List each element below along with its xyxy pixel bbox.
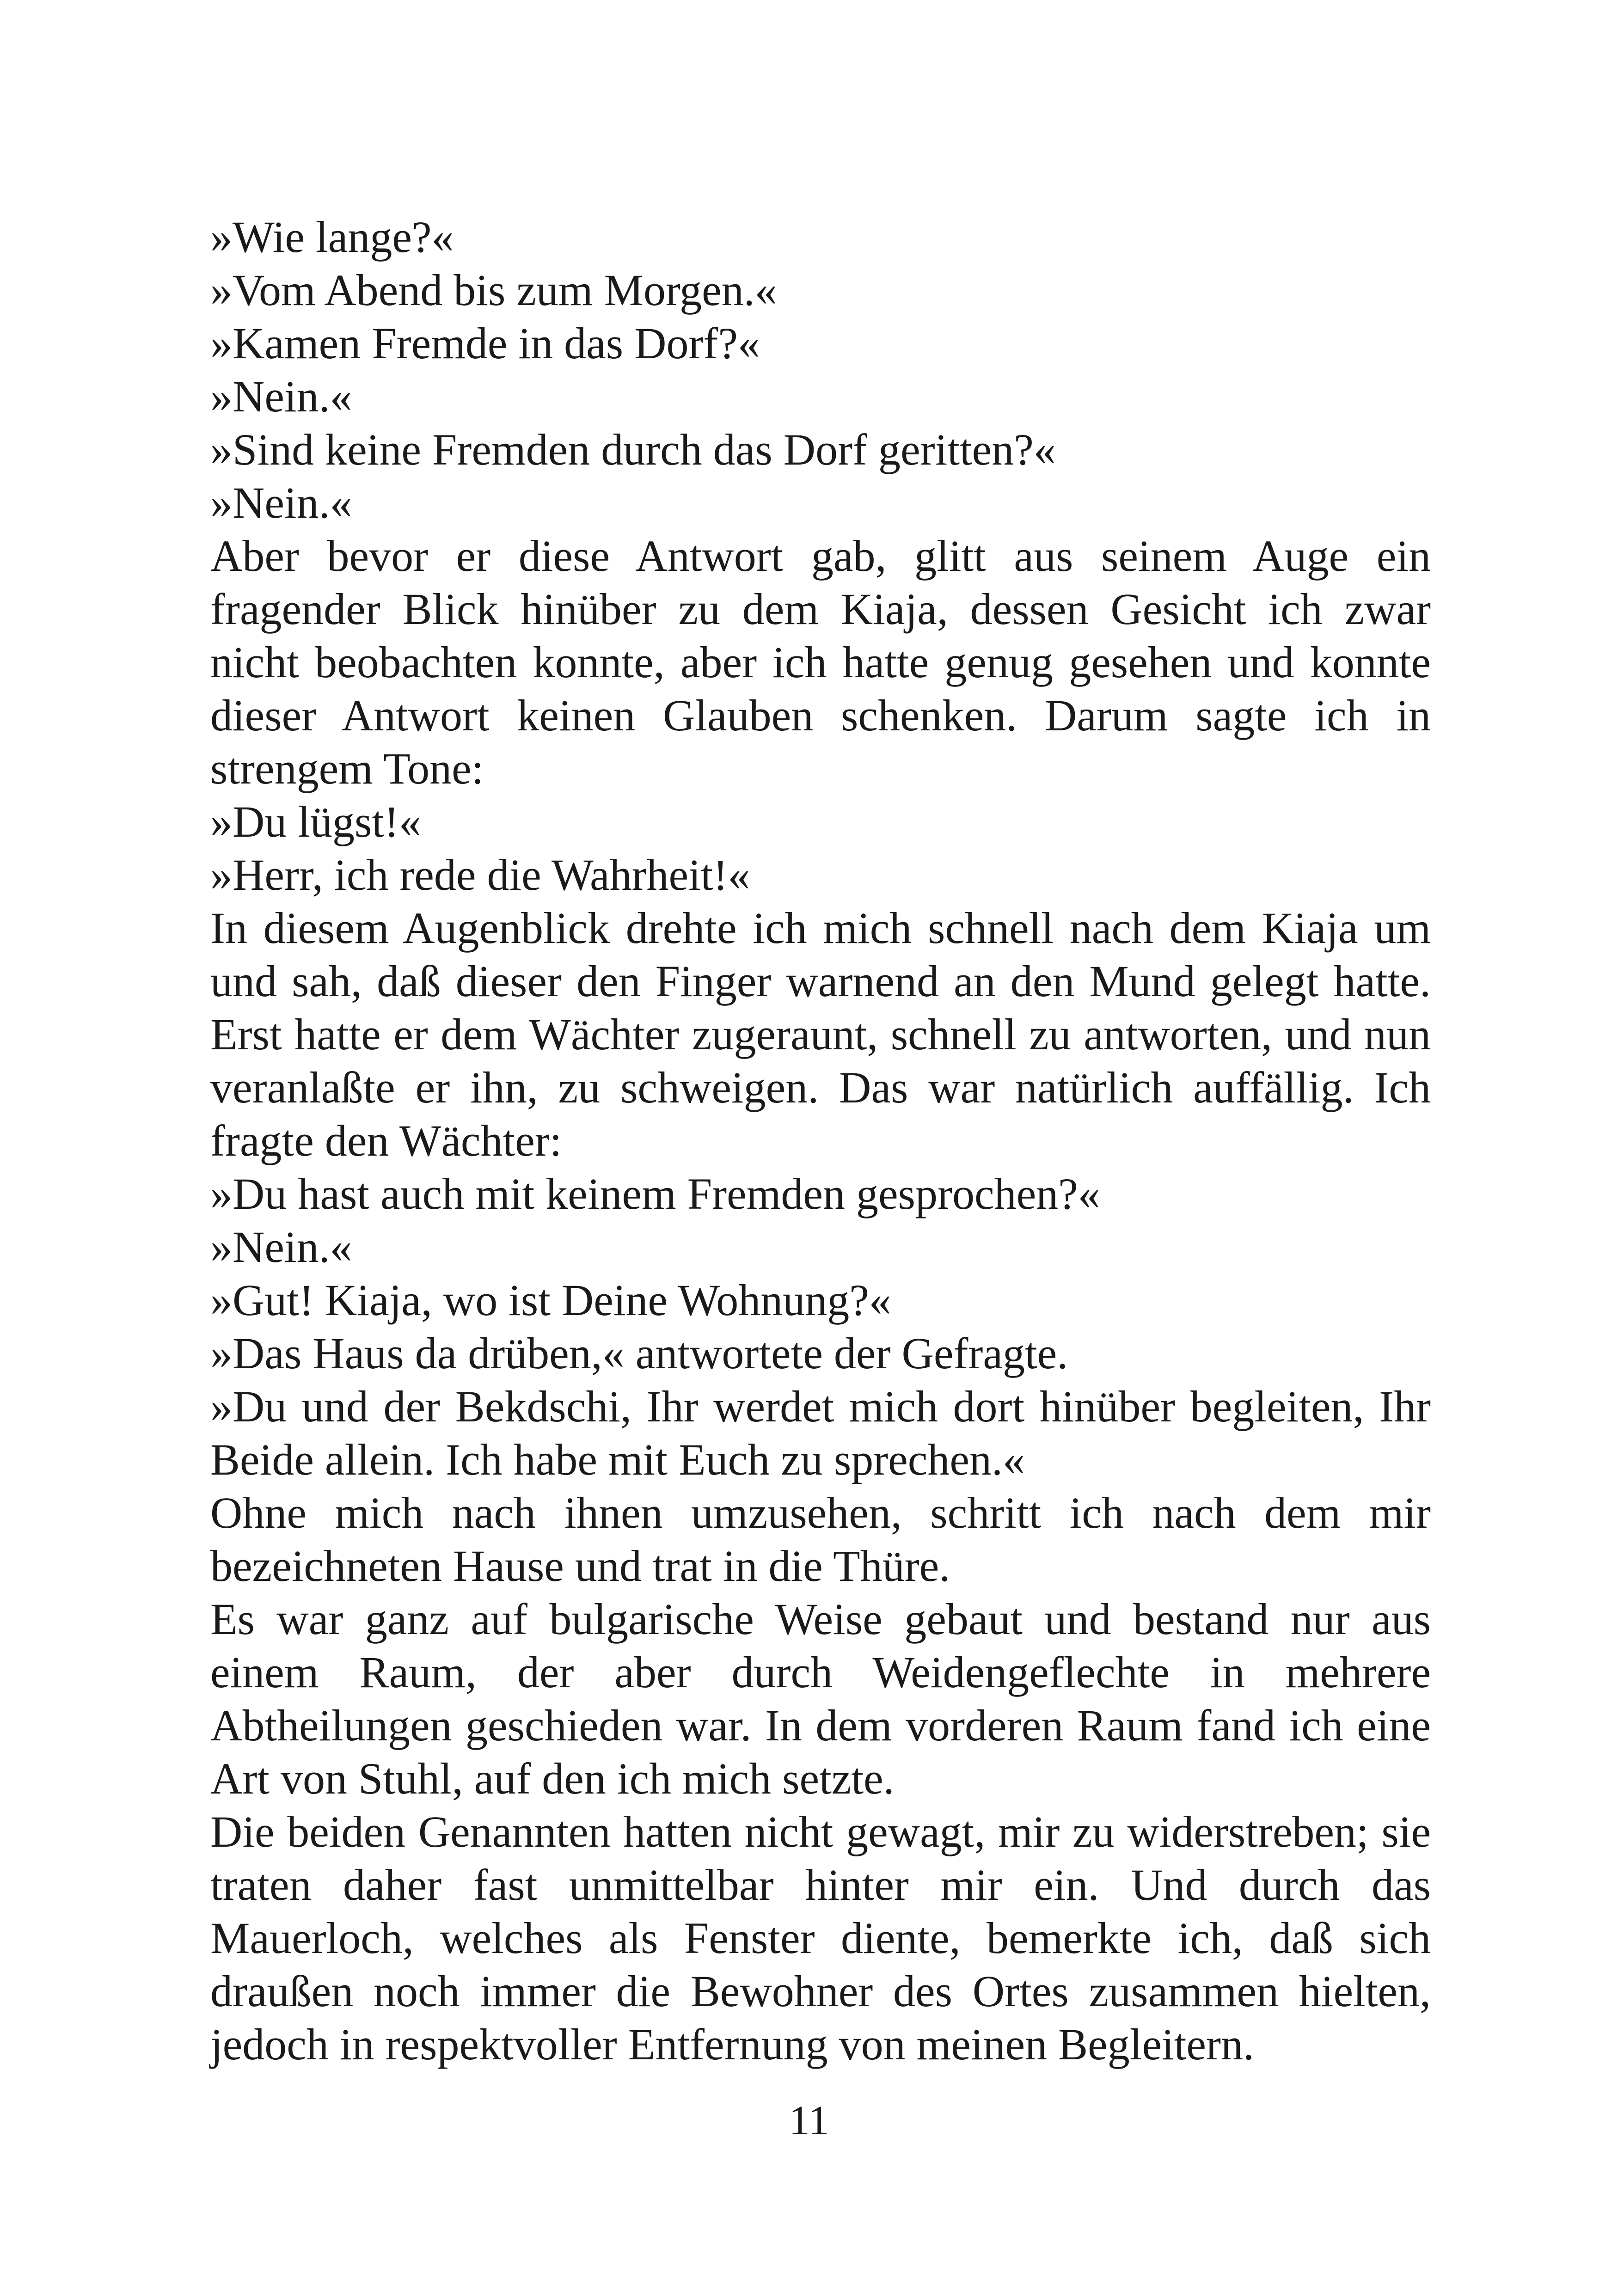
dialogue-line: »Nein.«	[210, 1222, 352, 1272]
dialogue-line: »Nein.«	[210, 372, 352, 421]
dialogue-line: »Sind keine Fremden durch das Dorf geritten?«	[210, 425, 1056, 474]
dialogue-line: »Das Haus da drüben,« antwortete der Gefragte.	[210, 1329, 1068, 1378]
dialogue-line: »Du hast auch mit keinem Fremden gesprochen?«	[210, 1169, 1100, 1218]
dialogue-line: »Herr, ich rede die Wahrheit!«	[210, 850, 750, 900]
paragraph: In diesem Augenblick drehte ich mich schnell nach dem Kiaja um und sah, daß dieser den Finger warnend an den Mund gelegt hatte. Erst hatte er dem Wächter zugeraunt, schnell zu antworten, und nun veranlaßte er ihn, zu schweigen. Das war natürlich auffällig. Ich fragte den Wächter:	[210, 903, 1431, 1165]
dialogue-line: »Gut! Kiaja, wo ist Deine Wohnung?«	[210, 1275, 891, 1325]
paragraph: Aber bevor er diese Antwort gab, glitt aus seinem Auge ein fragender Blick hinüber zu dem Kiaja, dessen Gesicht ich zwar nicht beobachten konnte, aber ich hatte genug gesehen und konnte dieser Antwort keinen Glauben schenken. Darum sagte ich in strengem Tone:	[210, 531, 1431, 793]
paragraph: Die beiden Genannten hatten nicht gewagt, mir zu widerstreben; sie traten daher fast unmittelbar hinter mir ein. Und durch das Mauerloch, welches als Fenster diente, bemerkte ich, daß sich draußen noch immer die Bewohner des Ortes zusammen hielten, jedoch in respektvoller Entfernung von meinen Begleitern.	[210, 1807, 1431, 2069]
page-number: 11	[789, 2098, 829, 2143]
paragraph: Es war ganz auf bulgarische Weise gebaut und bestand nur aus einem Raum, der aber durch Weidengeflechte in mehrere Abtheilungen geschieden war. In dem vorderen Raum fand ich eine Art von Stuhl, auf den ich mich setzte.	[210, 1594, 1431, 1803]
paragraph: Ohne mich nach ihnen umzusehen, schritt ich nach dem mir bezeichneten Hause und trat in die Thüre.	[210, 1488, 1431, 1591]
dialogue-line: »Nein.«	[210, 478, 352, 527]
dialogue-line: »Kamen Fremde in das Dorf?«	[210, 318, 760, 368]
dialogue-line: »Du lügst!«	[210, 797, 421, 846]
dialogue-line: »Wie lange?«	[210, 212, 454, 262]
paragraph: »Du und der Bekdschi, Ihr werdet mich dort hinüber begleiten, Ihr Beide allein. Ich habe mit Euch zu sprechen.«	[210, 1382, 1431, 1484]
dialogue-line: »Vom Abend bis zum Morgen.«	[210, 265, 777, 315]
body-text	[210, 210, 1431, 2071]
